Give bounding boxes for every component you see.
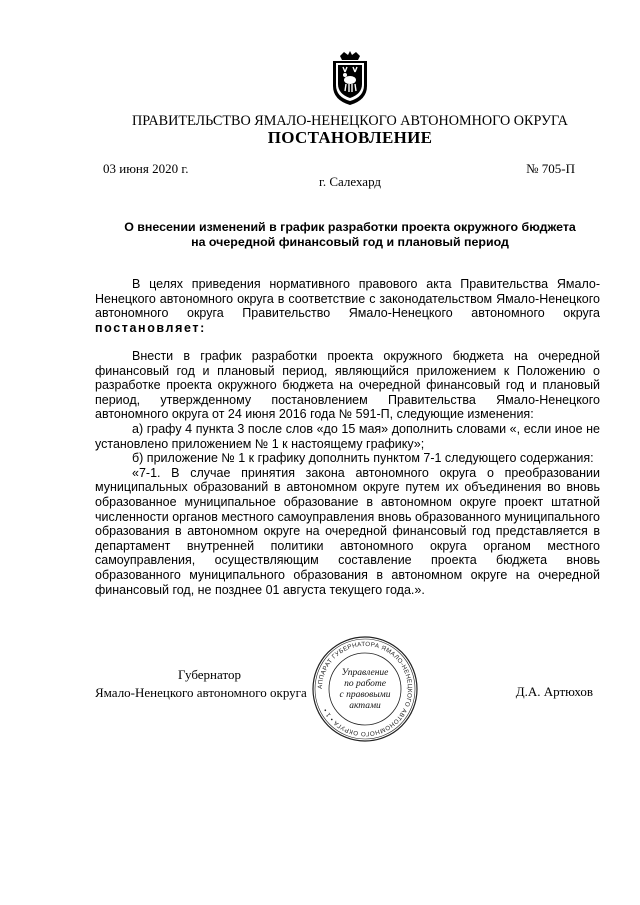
stamp-ring-text: АППАРАТ ГУБЕРНАТОРА ЯМАЛО-НЕНЕЦКОГО АВТОНОМНОГО ОКРУГА • 1 • (316, 640, 414, 738)
decree-word: постановляет: (95, 320, 206, 335)
body-paragraph: «7-1. В случае принятия закона автономного округа о преобразовании муниципальных образований в автономном округе путем их объединения во вновь образованное муниципальное образование в автономном округе проект штатной численности органов местного самоуправления вновь образованного муниципального образования в автономном округе на очередной финансовый год представляется в департамент внутренней политики автономного округа органом местного самоуправления, осуществляющим составление проекта бюджета вновь образованного муниципального образования в автономном округе на очередной финансовый год, не позднее 01 августа текущего года.». (95, 465, 600, 597)
body-paragraph: а) графу 4 пункта 3 после слов «до 15 мая» дополнить словами «, если иное не установлено приложением № 1 к настоящему графику»; (95, 421, 600, 451)
stamp-line: Управление (341, 668, 389, 678)
document-city: г. Салехард (318, 174, 382, 189)
body-paragraph: б) приложение № 1 к графику дополнить пунктом 7-1 следующего содержания: (132, 451, 594, 466)
intro-paragraph (95, 277, 600, 335)
intro-text: В целях приведения нормативного правового акта Правительства Ямало-Ненецкого автономного округа в соответствие с законодательством Ямало-Ненецкого автономного округа Правительство Ямало-Ненецкого автономного округа (95, 277, 600, 321)
document-date: 03 июня 2020 г. (103, 161, 189, 176)
document-type: ПОСТАНОВЛЕНИЕ (267, 128, 433, 147)
coat-of-arms-icon (328, 50, 372, 106)
signatory-region: Ямало-Ненецкого автономного округа (95, 685, 307, 700)
stamp-line: актами (349, 701, 381, 711)
stamp-line: по работе (344, 679, 386, 689)
stamp-inner-text (330, 668, 400, 712)
stamp-line: с правовыми (339, 690, 391, 700)
document-title (90, 220, 610, 250)
signatory-position (95, 666, 307, 702)
government-name: ПРАВИТЕЛЬСТВО ЯМАЛО-НЕНЕЦКОГО АВТОНОМНОГО ОКРУГА (132, 113, 568, 129)
document-title-line: О внесении изменений в график разработки проекта окружного бюджета (124, 220, 576, 234)
main-body (95, 349, 600, 597)
document-title-line: на очередной финансовый год и плановый период (191, 235, 509, 249)
body-paragraph: Внести в график разработки проекта окружного бюджета на очередной финансовый год и плановый период, являющийся приложением к Положению о разработке проекта окружного бюджета на очередной финансовый год и плановый период, утвержденному постановлением Правительства Ямало-Ненецкого автономного округа от 24 июня 2016 года № 591-П, следующие изменения: (95, 349, 600, 422)
signatory-name: Д.А. Артюхов (515, 684, 593, 699)
signatory-role: Губернатор (178, 667, 241, 682)
document-number: № 705-П (526, 161, 575, 176)
